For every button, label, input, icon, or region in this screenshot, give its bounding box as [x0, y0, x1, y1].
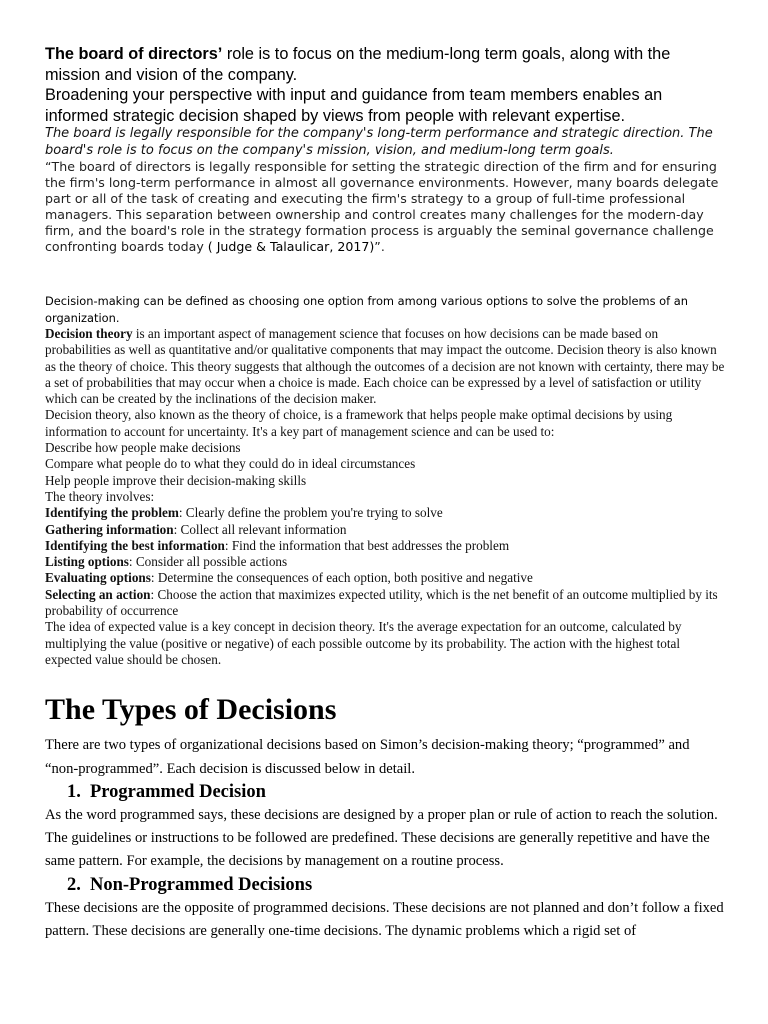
step-bold: Evaluating options — [45, 570, 151, 586]
step-bold: Gathering information — [45, 521, 174, 537]
types-heading: The Types of Decisions — [45, 693, 337, 727]
decision-theory-text: is an important aspect of management science that focuses on how decisions can be made based on probabilities as well as quantitative and/or qualitative components that may impact the outcome. Decision theory is also known as the theory of choice. This theory suggests that although the outcomes of a decision are not known with certainty, there may be a set of probabilities that may occur when a choice is made. Each choice can be expressed by a level of satisfaction or utility which can be created by the inclinations of the decision maker. — [45, 326, 725, 407]
non-programmed-decision-heading — [45, 874, 725, 897]
heading-text: Non-Programmed Decisions — [90, 874, 313, 895]
use-item: Help people improve their decision-making skills — [45, 472, 307, 488]
programmed-decision-heading — [45, 781, 725, 804]
step-bold: Identifying the problem — [45, 505, 179, 521]
decision-theory-paragraph — [45, 326, 725, 407]
expected-value-paragraph: The idea of expected value is a key concept in decision theory. It's the average expectation for an outcome, calculated by multiplying the value (positive or negative) of each possible outcome by its probability. The action with the highest total expected value should be chosen. — [45, 619, 682, 667]
involves-label: The theory involves: — [45, 488, 155, 504]
step-item — [45, 522, 725, 538]
heading-text: Programmed Decision — [90, 781, 266, 802]
list-number: 2. — [67, 874, 81, 895]
perspective-paragraph: Broadening your perspective with input and guidance from team members enables an informed strategic decision shaped by views from people with relevant expertise. — [45, 86, 663, 125]
step-text: : Find the information that best addresses the problem — [224, 537, 510, 553]
list-number: 1. — [67, 781, 81, 802]
step-bold: Selecting an action — [45, 586, 151, 602]
step-item — [45, 570, 725, 586]
step-text: : Clearly define the problem you're trying to solve — [178, 505, 443, 521]
board-role-paragraph — [45, 44, 725, 85]
step-text: : Determine the consequences of each option, both positive and negative — [150, 570, 533, 586]
programmed-decision-paragraph: As the word programmed says, these decisions are designed by a proper plan or rule of action to reach the solution. The guidelines or instructions to be followed are predefined. These decisions are generally repetitive and have the same pattern. For example, the decisions by management on a routine process. — [45, 806, 718, 870]
quote-citation: ( Judge & Talaulicar, 2017) — [203, 239, 375, 254]
document-page — [45, 44, 725, 943]
step-text: : Collect all relevant information — [173, 521, 347, 537]
step-item — [45, 554, 725, 570]
use-item: Describe how people make decisions — [45, 440, 241, 456]
step-item — [45, 505, 725, 521]
quote-end: ”. — [374, 239, 385, 254]
spacer — [45, 255, 725, 293]
step-bold: Identifying the best information — [45, 537, 225, 553]
board-role-bold-lead: The board of directors’ — [45, 45, 223, 63]
decision-making-definition: Decision-making can be defined as choosing one option from among various options to solve the problems of an organization. — [45, 294, 688, 325]
step-text: : Choose the action that maximizes expected utility, which is the net benefit of an outcome multiplied by its probability of occurrence — [45, 586, 718, 619]
theory-of-choice-paragraph: Decision theory, also known as the theory of choice, is a framework that helps people make optimal decisions by using information to account for uncertainty. It's a key part of management science and can be used to: — [45, 407, 673, 439]
board-role-text: role is to focus on the medium-long term goals, along with the mission and vision of the company. — [45, 45, 671, 84]
types-intro-paragraph: There are two types of organizational decisions based on Simon’s decision-making theory; “programmed” and “non-programmed”. Each decision is discussed below in detail. — [45, 737, 690, 777]
step-item — [45, 587, 725, 620]
step-text: : Consider all possible actions — [128, 554, 288, 570]
use-item: Compare what people do to what they could do in ideal circumstances — [45, 456, 416, 472]
board-legal-italic-paragraph: The board is legally responsible for the company's long-term performance and strategic direction. The board's role is to focus on the company's mission, vision, and medium-long term goals. — [45, 126, 713, 158]
step-item — [45, 538, 725, 554]
board-quote-paragraph — [45, 159, 725, 255]
step-bold: Listing options — [45, 554, 129, 570]
quote-text: “The board of directors is legally responsible for setting the strategic direction of the firm and for ensuring the firm's long-term performance in almost all governance environments. However, many boards delegate part or all of the task of creating and executing the firm's strategy to a group of full-time professional managers. This separation between ownership and control creates many challenges for the modern-day firm, and the board's role in the strategy formation process is arguably the seminal governance challenge confronting boards today — [45, 159, 719, 254]
non-programmed-decision-paragraph: These decisions are the opposite of programmed decisions. These decisions are not planned and don’t follow a fixed pattern. These decisions are generally one-time decisions. The dynamic problems which a rigid set of — [45, 899, 724, 940]
decision-theory-bold: Decision theory — [45, 326, 133, 341]
